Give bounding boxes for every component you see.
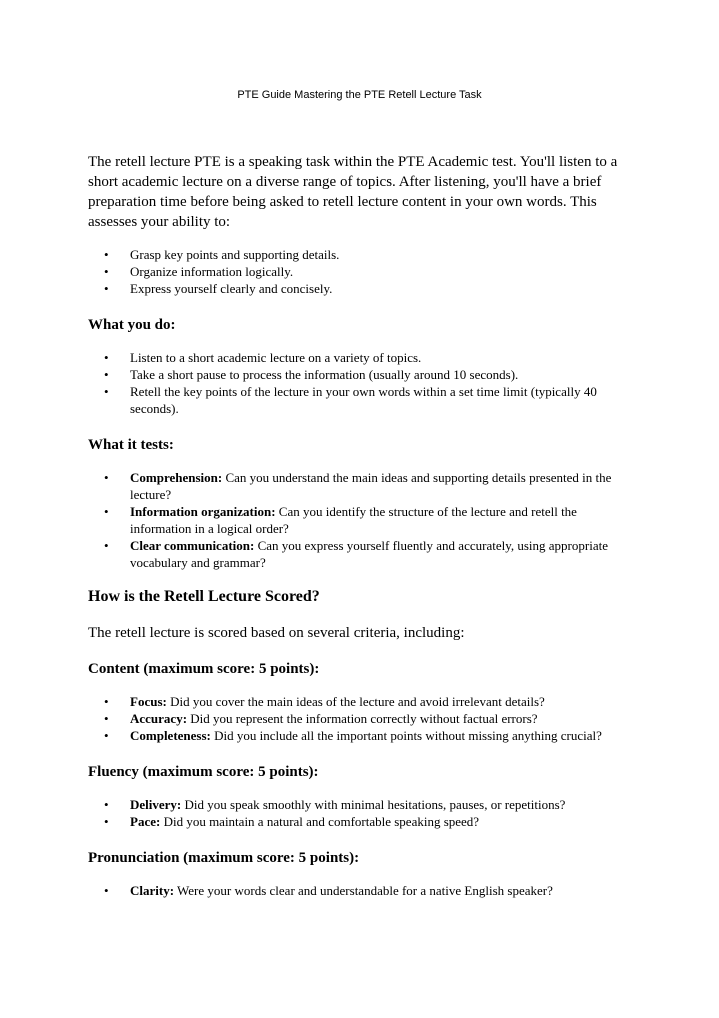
- item-label: Information organization:: [130, 504, 276, 519]
- list-item: [88, 537, 633, 571]
- item-text: Did you include all the important points without missing anything crucial?: [210, 728, 602, 743]
- item-text: Were your words clear and understandable for a native English speaker?: [174, 883, 553, 898]
- section-heading-what-you-do: What you do:: [88, 317, 176, 333]
- item-label: Comprehension:: [130, 470, 223, 485]
- item-text: Did you speak smoothly with minimal hesitations, pauses, or repetitions?: [181, 797, 566, 812]
- item-text: Can you identify the structure of the lecture and retell the information in a logical order?: [130, 504, 577, 536]
- pronunciation-criteria-list: [88, 882, 633, 899]
- section-heading-pronunciation: Pronunciation (maximum score: 5 points):: [88, 850, 360, 866]
- item-label: Accuracy:: [130, 711, 188, 726]
- section-heading-scoring: How is the Retell Lecture Scored?: [88, 588, 320, 605]
- list-item: [88, 796, 633, 813]
- item-label: Focus:: [130, 694, 167, 709]
- section-heading-what-it-tests: What it tests:: [88, 437, 174, 453]
- list-item: [88, 813, 633, 830]
- item-label: Delivery:: [130, 797, 182, 812]
- scoring-intro: The retell lecture is scored based on several criteria, including:: [88, 625, 465, 641]
- item-label: Clarity:: [130, 883, 175, 898]
- what-you-do-list: [88, 349, 633, 417]
- list-item: [88, 727, 633, 744]
- content-criteria-list: [88, 693, 633, 744]
- list-item: [88, 710, 633, 727]
- list-item: • Take a short pause to process the information (usually around 10 seconds).: [88, 366, 633, 383]
- abilities-list: [88, 246, 633, 297]
- list-item: • Organize information logically.: [88, 263, 633, 280]
- item-label: Pace:: [130, 814, 161, 829]
- what-it-tests-list: [88, 469, 633, 571]
- document-body: [88, 152, 633, 899]
- item-text: Did you cover the main ideas of the lecture and avoid irrelevant details?: [166, 694, 545, 709]
- intro-paragraph: The retell lecture PTE is a speaking task within the PTE Academic test. You'll listen to a short academic lecture on a diverse range of topics. After listening, you'll have a brief preparation time before being asked to retell lecture content in your own words. This assesses your ability to:: [88, 154, 618, 230]
- item-text: Can you understand the main ideas and supporting details presented in the lecture?: [130, 470, 612, 502]
- page-header: PTE Guide Mastering the PTE Retell Lecture Task: [237, 89, 482, 101]
- section-heading-fluency: Fluency (maximum score: 5 points):: [88, 764, 319, 780]
- item-label: Completeness:: [130, 728, 211, 743]
- list-item: • Express yourself clearly and concisely.: [88, 280, 633, 297]
- item-text: Did you represent the information correctly without factual errors?: [187, 711, 538, 726]
- list-item: • Grasp key points and supporting details.: [88, 246, 633, 263]
- item-text: Can you express yourself fluently and accurately, using appropriate vocabulary and grammar?: [130, 538, 608, 570]
- list-item: [88, 882, 633, 899]
- list-item: [88, 469, 633, 503]
- list-item: [88, 693, 633, 710]
- item-label: Clear communication:: [130, 538, 255, 553]
- fluency-criteria-list: [88, 796, 633, 830]
- list-item: [88, 503, 633, 537]
- list-item: • Listen to a short academic lecture on a variety of topics.: [88, 349, 633, 366]
- list-item: • Retell the key points of the lecture in your own words within a set time limit (typically 40 seconds).: [88, 383, 633, 417]
- item-text: Did you maintain a natural and comfortable speaking speed?: [160, 814, 480, 829]
- section-heading-content: Content (maximum score: 5 points):: [88, 661, 320, 677]
